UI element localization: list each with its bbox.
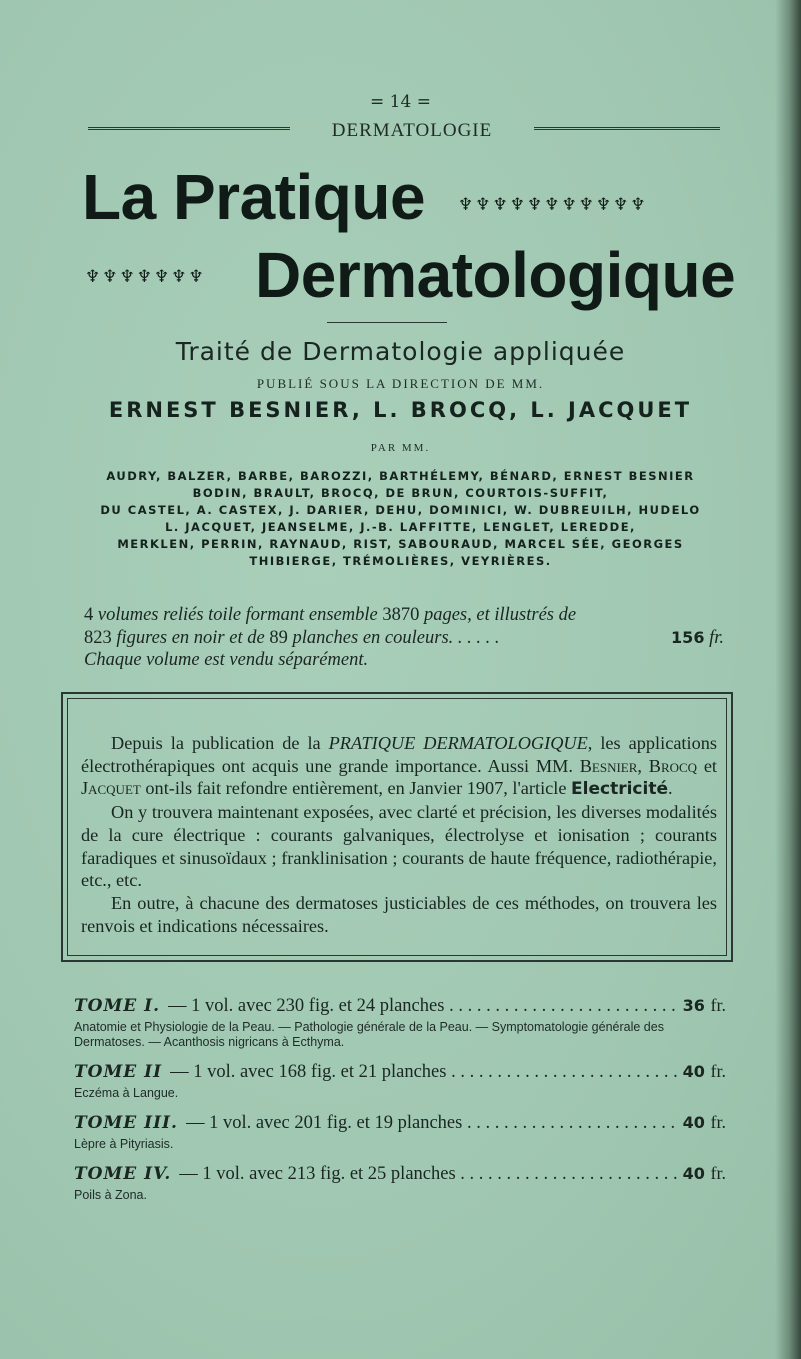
ornament-row-2: ♆♆♆♆♆♆♆ [85,267,206,287]
total-price-currency: fr. [709,627,724,648]
page-count: 3870 [382,605,420,625]
authors-line: L. JACQUET, JEANSELME, J.-B. LAFFITTE, LENGLET, LEREDDE, [165,520,636,534]
author-name: Jacquet [81,778,141,799]
tome-label: TOME I. [74,996,161,1016]
authors-line: AUDRY, BALZER, BARBE, BAROZZI, BARTHÉLEMY, BÉNARD, ERNEST BESNIER [106,469,695,483]
notice-paragraph-1: Depuis la publication de la PRATIQUE DERMATOLOGIQUE, les applications électrothérapiques ont acquis une grande importance. Aussi MM. Besnier, Brocq et Jacquet ont-ils fait refondre entièrement, en Janvier 1907, l'article Electricité. [81,733,718,800]
tome-description: — 1 vol. avec 201 fig. et 19 planches . . . [186,1113,677,1134]
tome-contents: Anatomie et Physiologie de la Peau. — Pathologie générale de la Peau. — Symptomatologie générale des Dermatoses. — Acanthosis nigricans à Ecthyma. [74,1020,664,1049]
subtitle: Traité de Dermatologie appliquée [175,337,626,366]
author-name: Besnier [579,755,638,776]
volumes-note: Chaque volume est vendu séparément. [84,650,369,670]
tome-description: — 1 vol. avec 213 fig. et 25 planches . . . [179,1164,676,1185]
running-head-text: DERMATOLOGIE [331,120,493,141]
tome-description: — 1 vol. avec 230 fig. et 24 planches . . . [168,996,677,1017]
tome-label: TOME III. [74,1113,178,1133]
ornament-row-1: ♆♆♆♆♆♆♆♆♆♆♆ [458,195,648,215]
volumes-text-d: planches en couleurs. . . . . . [287,627,500,648]
running-head-rule-right [534,127,720,130]
tome-price: 40 fr. [682,1163,726,1183]
tome-contents: Poils à Zona. [74,1188,147,1202]
volumes-text-b: pages, et illustrés de [419,605,577,625]
article-title: Electricité [571,779,668,800]
tome-price: 36 fr. [682,995,726,1015]
published-under: PUBLIÉ SOUS LA DIRECTION DE MM. [256,376,545,391]
tome-list [74,995,726,1214]
total-price: 156 [671,627,705,647]
tome-contents: Lèpre à Pityriasis. [74,1137,174,1151]
notice-paragraph-2: On y trouvera maintenant exposées, avec clarté et précision, les diverses modalités de la cure électrique : courants galvaniques, électrolyse et ionisation ; courants faradiques et sinusoïdaux ; franklinisation ; courants de haute fréquence, radiothérapie, etc., etc. [81,802,717,891]
authors-line: DU CASTEL, A. CASTEX, J. DARIER, DEHU, DOMINICI, W. DUBREUILH, HUDELO [100,503,701,517]
tome-price: 40 fr. [682,1112,726,1132]
volume-count: 4 [84,605,94,625]
running-head [88,120,720,144]
plate-count: 89 [269,627,288,648]
authors-list [0,468,801,570]
page-edge-shadow [775,0,801,1359]
tome-price: 40 fr. [682,1061,726,1081]
notice-paragraph-3: En outre, à chacune des dermatoses justiciables de ces méthodes, on trouvera les renvois et indications nécessaires. [81,892,717,936]
tome-label: TOME II [74,1062,163,1082]
tome-entry [74,1061,726,1101]
tome-entry [74,1112,726,1152]
volumes-line-2 [84,627,724,650]
figure-count: 823 [84,627,112,648]
authors-line: BODIN, BRAULT, BROCQ, DE BRUN, COURTOIS-SUFFIT, [192,486,609,500]
authors-line: THIBIERGE, TRÉMOLIÈRES, VEYRIÈRES. [249,554,552,568]
book-title: PRATIQUE DERMATOLOGIQUE [328,733,588,753]
notice-box [61,692,733,962]
tome-label: TOME IV. [74,1164,172,1184]
editors: ERNEST BESNIER, L. BROCQ, L. JACQUET [108,398,693,422]
tome-description: — 1 vol. avec 168 fig. et 21 planches . . . [170,1062,677,1083]
by-label: PAR MM. [370,442,431,454]
author-name: Brocq [648,755,698,776]
title-divider [327,322,447,323]
tome-entry [74,1163,726,1203]
notice-text [81,732,717,937]
volumes-text-c: figures en noir et de [111,627,270,648]
tome-contents: Eczéma à Langue. [74,1086,179,1100]
volumes-description [84,604,724,672]
authors-line: MERKLEN, PERRIN, RAYNAUD, RIST, SABOURAUD, MARCEL SÉE, GEORGES [117,537,684,551]
running-head-rule-left [88,127,290,130]
page-number: = 14 = [370,92,431,112]
title-line-1: La Pratique [82,161,426,233]
volumes-line-1 [84,604,724,627]
title-line-2: Dermatologique [255,239,736,311]
volumes-text-a: volumes reliés toile formant ensemble [93,605,383,625]
tome-entry [74,995,726,1050]
